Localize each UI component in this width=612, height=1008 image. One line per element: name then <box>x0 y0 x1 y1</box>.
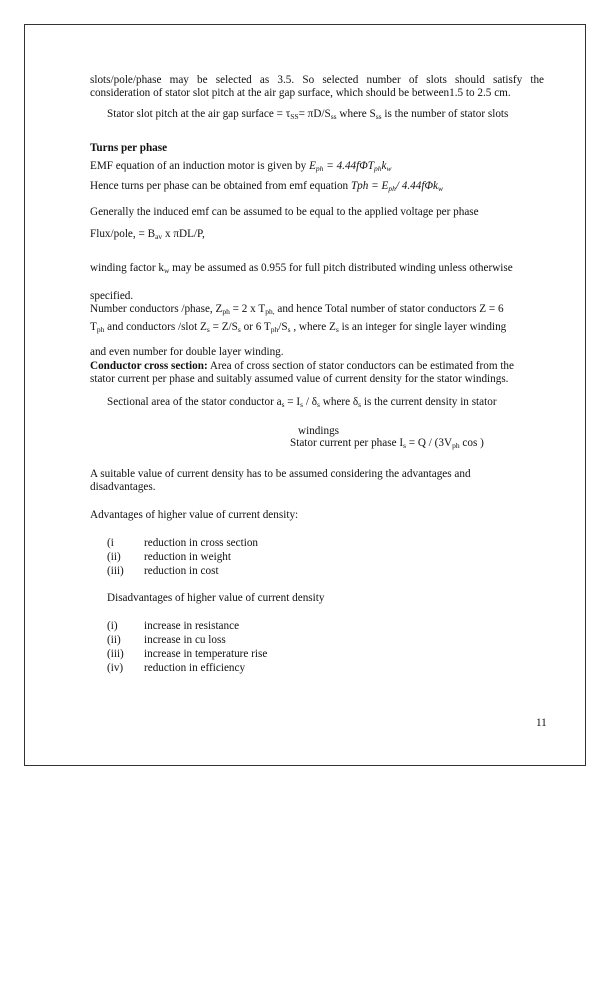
text-line: slots/pole/phase may be selected as 3.5. So selected number of slots should satisfy the <box>90 74 544 86</box>
list-item: reduction in efficiency <box>144 662 246 674</box>
text-line: consideration of stator slot pitch at the air gap surface, which should be between1.5 to 2.5 cm. <box>90 87 511 99</box>
text-line: windings <box>298 425 340 437</box>
list-item-number: (iii) <box>107 565 124 577</box>
text-line: and even number for double layer winding. <box>90 346 284 358</box>
list-item-number: (i <box>107 537 114 549</box>
turns-equation-line: Hence turns per phase can be obtained from emf equation Tph = $E_{ph}/$ 4.44fΦk$_w$ <box>90 180 443 193</box>
list-item: reduction in weight <box>144 551 231 563</box>
text-line: stator current per phase and suitably assumed value of current density for the stator windings. <box>90 373 509 385</box>
conductors-per-slot-line: $T_{ph}$ and conductors /slot $Z_s = Z/S_s$ or 6 $T_{ph}/S_s$ , where $Z_s$ is an integer for single layer winding <box>90 321 507 334</box>
list-item: increase in temperature rise <box>144 648 268 660</box>
stator-current-line: Stator current per phase $I_s = Q / (3V_{ph}$ cos ) <box>290 437 484 450</box>
emf-equation-line: EMF equation of an induction motor is given by $E_{ph} = 4.44f\Phi T_{ph}k_w$ <box>90 160 392 173</box>
text-line: disadvantages. <box>90 481 156 493</box>
flux-line: Flux/pole, = $B_{av}$ x πDL/P, <box>90 228 205 241</box>
list-item: reduction in cross section <box>144 537 259 549</box>
list-item-number: (i) <box>107 620 118 632</box>
list-item-number: (iii) <box>107 648 124 660</box>
slot-pitch-line: Stator slot pitch at the air gap surface = $\tau_{SS}= \pi D/S_{ss}$ where $S_{ss}$ is the number of stator slots <box>107 108 509 121</box>
section-heading-conductor: Conductor cross section: <box>90 360 208 372</box>
list-item-number: (ii) <box>107 551 121 563</box>
sectional-area-line: Sectional area of the stator conductor $a_s = I_s / \delta_s$ where $\delta_s$ is the current density in stator <box>107 396 497 409</box>
text-line: specified. <box>90 290 134 302</box>
list-item: increase in resistance <box>144 620 240 632</box>
text-line: Generally the induced emf can be assumed to be equal to the applied voltage per phase <box>90 206 479 218</box>
conductors-line: Number conductors /phase, $Z_{ph} = 2$ x $T_{ph,}$ and hence Total number of stator conductors Z = 6 <box>90 303 504 316</box>
text-line: A suitable value of current density has to be assumed considering the advantages and <box>90 468 471 480</box>
list-item: increase in cu loss <box>144 634 226 646</box>
list-item-number: (ii) <box>107 634 121 646</box>
winding-factor-line: winding factor $k_w$ may be assumed as 0.955 for full pitch distributed winding unless otherwise <box>90 262 513 275</box>
list-item: reduction in cost <box>144 565 219 577</box>
advantages-heading: Advantages of higher value of current density: <box>90 509 299 521</box>
page-number: 11 <box>536 717 547 729</box>
list-item-number: (iv) <box>107 662 124 674</box>
section-heading-turns: Turns per phase <box>90 142 168 154</box>
conductor-section-line: Conductor cross section: Area of cross section of stator conductors can be estimated from the <box>90 360 514 372</box>
disadvantages-heading: Disadvantages of higher value of current density <box>107 592 325 604</box>
